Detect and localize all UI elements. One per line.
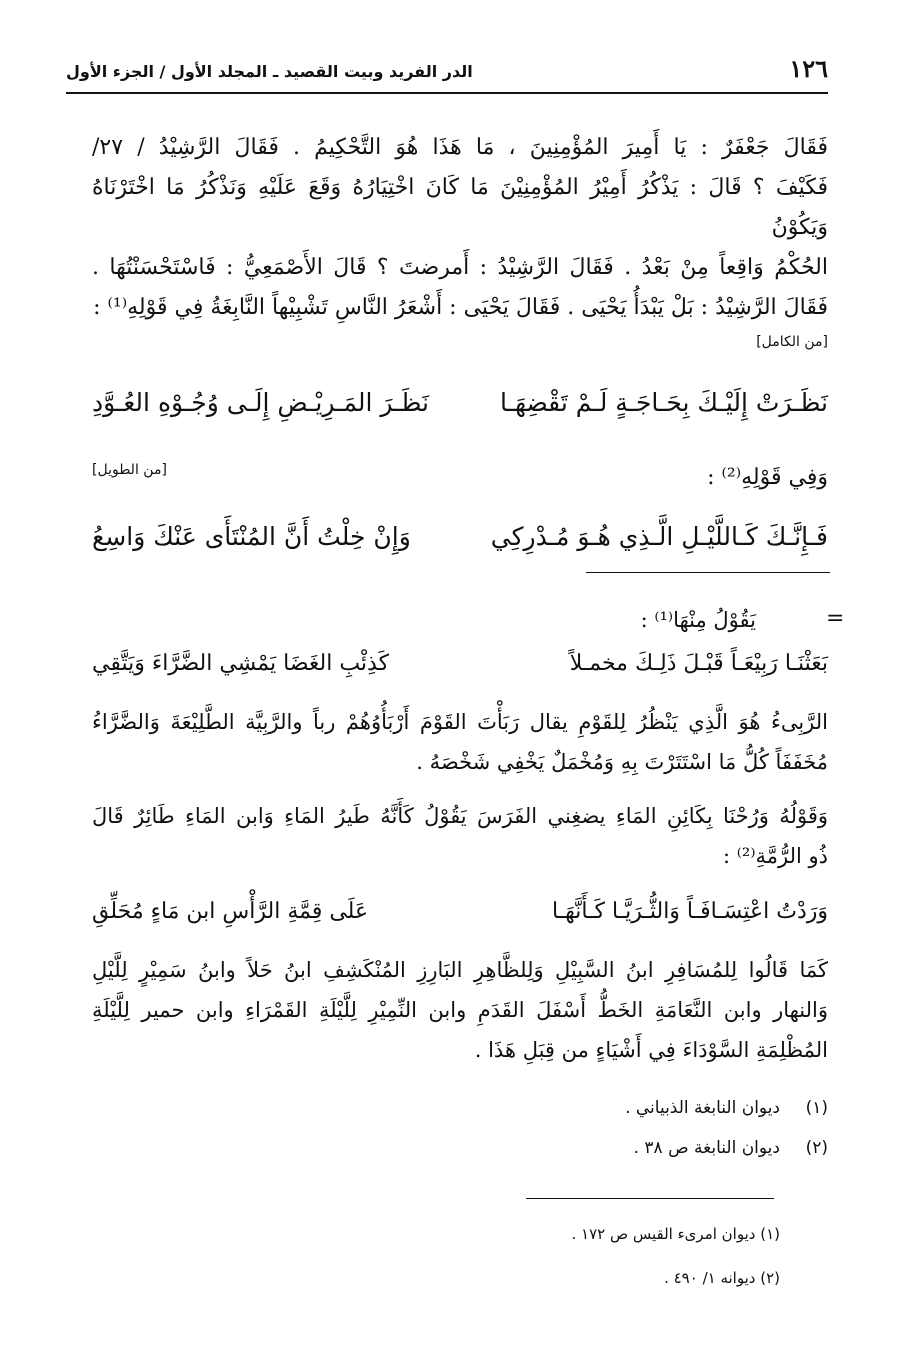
footnote-line: الرَّبِىءُ هُوَ الَّذِي يَنْظُرُ لِلقَوْمِ يقال رَبَأْتَ القَوْمَ أَرْبَأُوُهُمْ رباً والرَّبِيَّة الطَّلِيْعَةَ وَالضَّرَّاءُ: [92, 710, 828, 734]
hemistich-second: كَذِئْبِ الغَضَا يَمْشِي الضَّرَّاءَ وَيَتَّقِي: [92, 651, 390, 676]
footnote-paragraph: [92, 950, 828, 1070]
hemistich-first: بَعَثْنَـا رَبِيْعَـاً قَبْـلَ ذَلِـكَ مخمـلاً: [569, 651, 828, 676]
main-line: فَكَيْفَ ؟ قَالَ : يَذْكُرُ أَمِيْرُ المُؤْمِنِيْنَ مَا كَانَ اخْتِيَارُهُ وَقَعَ عَلَيْهِ وَنَذْكُرُ مَا اخْتَرْنَاهُ وَيَكُوْنُ: [92, 175, 828, 240]
footnote-verse: [92, 890, 828, 934]
hemistich-first: وَرَدْتُ اعْتِسَـافَـاً وَالثُّـرَيَّـا كَـأَنَّهَـا: [551, 899, 828, 924]
main-line: الحُكْمُ وَاقِعاً مِنْ بَعْدُ . فَقَالَ الرَّشِيْدُ : أَمرضتَ ؟ قَالَ الأَصْمَعِيُّ : فَاسْتَحْسَنْتُهَا .: [92, 255, 828, 280]
page-number: ١٢٦: [789, 54, 828, 83]
verse-intro: وَفِي قَوْلِهِ⁽²⁾ :: [707, 465, 828, 490]
main-paragraph: [92, 128, 828, 328]
editor-note: (١) ديوان امرىء القيس ص ١٧٢ .: [571, 1225, 780, 1243]
footnote-line: وَقَوْلُهُ وَرُحْنَا بِكَائِنِ المَاءِ يضغِني الفَرَسَ يَقُوْلُ كَأَنَّهُ طَيرُ المَاءِ وَابن المَاءِ طَائِرٌ قَالَ: [92, 804, 828, 828]
footnote-line: وَالنهار وابن النَّعَامَةِ الخَطُّ أَسْفَلَ القَدَمِ وابن النِّمِيْرِ لِلَّيْلَةِ القَمْرَاءِ وابن حمير لِلَّيْلَةِ: [92, 998, 828, 1022]
running-title: الدر الفريد وبيت القصيد ـ المجلد الأول / الجزء الأول: [66, 62, 473, 81]
note-number: (٢): [805, 1138, 828, 1158]
meter-label: [من الكامل]: [756, 334, 828, 350]
main-line: فَقَالَ الرَّشِيْدُ : بَلْ يَبْدَأُ يَحْيَى . فَقَالَ يَحْيَى : أَشْعَرُ النَّاسِ تَشْبِيْهاً النَّابِغَةُ فِي قَوْلِهِ⁽¹⁾ :: [93, 295, 828, 320]
editor-note: (٢) ديوانه ١/ ٤٩٠ .: [664, 1269, 780, 1287]
note-text: ديوان النابغة ص ٣٨ .: [633, 1138, 780, 1158]
hemistich-first: فَـإِنَّـكَ كَـاللَّيْـلِ الَّـذِي هُـوَ مُـدْرِكِي: [490, 522, 828, 551]
footnote-paragraph: [92, 796, 828, 876]
hemistich-second: نَظَـرَ المَـرِيْـضِ إِلَـى وُجُـوْهِ العُـوَّدِ: [92, 388, 429, 417]
footnote-divider: [586, 572, 830, 573]
note-text: ديوان النابغة الذبياني .: [625, 1098, 780, 1118]
verse-line: [92, 512, 828, 562]
continuation-marker: =: [826, 606, 845, 631]
running-head: [66, 52, 828, 94]
footnote-line: ذُو الرُّمَّةِ⁽²⁾ :: [723, 844, 828, 868]
footnote-intro: يَقُوْلُ مِنْهَا⁽¹⁾ :: [640, 608, 756, 632]
editor-notes-divider: [526, 1198, 774, 1199]
footnote-line: مُخَفَفَاً كُلُّ مَا اسْتَتَرْتَ بِهِ وَمُخْمَلٌ يَخْفِي شَخْصَهُ .: [416, 750, 828, 774]
footnote-line: كَمَا قَالُوا لِلمُسَافِرِ ابنُ السَّبِيْلِ وَلِلظَّاهِرِ البَارِزِ المُنْكَشِفِ ابنُ حَلاً وابنُ سَمِيْرٍ لِلَّيْلِ: [92, 958, 828, 982]
note-number: (١): [805, 1098, 828, 1118]
footnote-paragraph: [92, 702, 828, 782]
hemistich-second: عَلَى قِمَّةِ الرَّأْسِ ابن مَاءٍ مُحَلِّقِ: [92, 899, 369, 924]
footnote-verse: [92, 642, 828, 686]
verse-line: [92, 378, 828, 428]
hemistich-first: نَظَـرَتْ إِلَيْـكَ بِحَـاجَـةٍ لَـمْ تَقْضِهَـا: [500, 388, 828, 417]
source-note: [300, 1090, 828, 1126]
hemistich-second: وَإِنْ خِلْتُ أَنَّ المُنْتَأَى عَنْكَ وَاسِعُ: [92, 522, 411, 551]
footnote-line: المُظْلِمَةِ السَّوْدَاءَ فِي أَشْيَاءٍ من قِبَلِ هَذَا .: [474, 1038, 828, 1062]
meter-label: [من الطويل]: [92, 462, 167, 478]
main-line: فَقَالَ جَعْفَرٌ : يَا أَمِيرَ المُؤْمِنِينَ ، مَا هَذَا هُوَ التَّحْكِيمُ . فَقَالَ الرَّشِيْدُ / ٢٧/: [92, 135, 828, 160]
source-note: [300, 1130, 828, 1166]
